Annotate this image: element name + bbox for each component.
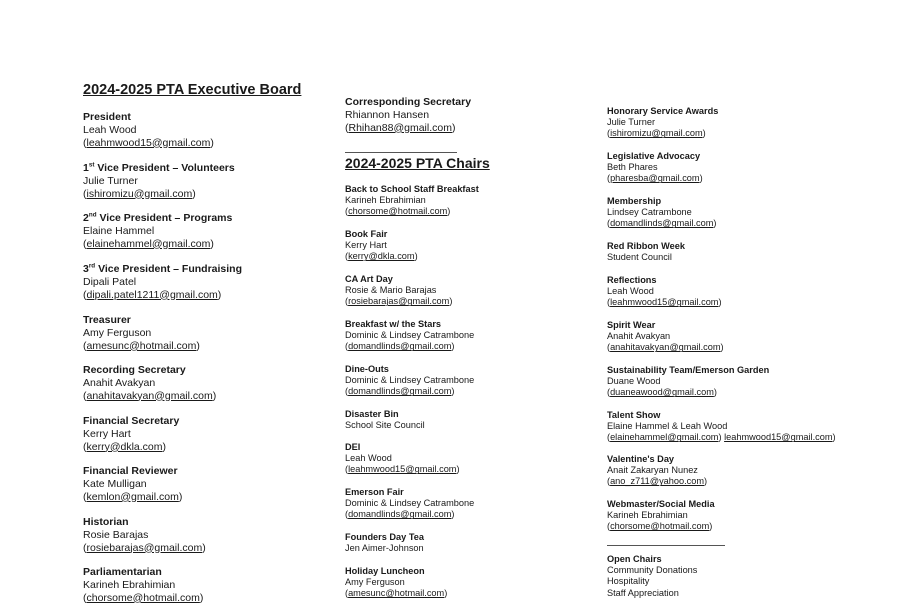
email-link[interactable]: ishiromizu@gmail.com xyxy=(610,128,703,139)
chair-entry: CA Art Day Rosie & Mario Barajas (rosiebarajas@gmail.com) xyxy=(345,274,453,307)
entry-role: Treasurer xyxy=(83,314,131,326)
executive-board-title: 2024-2025 PTA Executive Board xyxy=(83,82,302,98)
email-link[interactable]: leahmwood15@gmail.com xyxy=(724,432,833,443)
email-link[interactable]: rosiebarajas@gmail.com xyxy=(86,541,203,554)
chair-entry: Book Fair Kerry Hart (kerry@dkla.com) xyxy=(345,229,418,262)
entry-name: Rosie & Mario Barajas xyxy=(345,285,437,296)
entry-name: Kerry Hart xyxy=(345,240,387,251)
entry-name: Leah Wood xyxy=(345,453,392,464)
email-link[interactable]: chorsome@hotmail.com xyxy=(86,591,200,604)
chair-entry: Emerson Fair Dominic & Lindsey Catrambone (domandlinds@gmail.com) xyxy=(345,487,475,520)
entry-role: 3rd Vice President – Fundraising xyxy=(83,262,243,275)
chair-entry xyxy=(607,241,685,263)
email-link[interactable]: amesunc@hotmail.com xyxy=(348,588,445,599)
officer-entry: 3rd Vice President – Fundraising Dipali Patel (dipali.patel1211@gmail.com) xyxy=(83,262,243,301)
entry-role: Back to School Staff Breakfast xyxy=(345,184,479,194)
entry-role: Corresponding Secretary xyxy=(345,96,472,108)
entry-name: Jen Aimer-Johnson xyxy=(345,543,424,554)
entry-name: Julie Turner xyxy=(83,174,138,187)
entry-name: Karineh Ebrahimian xyxy=(83,578,176,591)
entry-role: Disaster Bin xyxy=(345,409,399,419)
email-link[interactable]: elainehammel@gmail.com xyxy=(86,237,211,250)
divider xyxy=(607,545,725,546)
email-link[interactable]: domandlinds@gmail.com xyxy=(348,509,452,520)
officer-entry: 2nd Vice President – Programs Elaine Hammel (elainehammel@gmail.com) xyxy=(83,211,233,250)
email-link[interactable]: duaneawood@gmail.com xyxy=(610,387,714,398)
chair-entry: Spirit Wear Anahit Avakyan (anahitavakyan@gmail.com) xyxy=(607,320,724,353)
entry-role: DEI xyxy=(345,442,361,452)
entry-role: Financial Secretary xyxy=(83,415,180,427)
email-link[interactable]: ishiromizu@gmail.com xyxy=(86,187,193,200)
entry-name: Dominic & Lindsey Catrambone xyxy=(345,330,475,341)
entry-role: Emerson Fair xyxy=(345,487,404,497)
email-link[interactable]: kerry@dkla.com xyxy=(86,440,163,453)
officer-entry: Recording Secretary Anahit Avakyan (anahitavakyan@gmail.com) xyxy=(83,364,217,402)
email-link[interactable]: kerry@dkla.com xyxy=(348,251,415,262)
entry-role: Recording Secretary xyxy=(83,364,186,376)
entry-name: Leah Wood xyxy=(607,286,654,297)
officer-entry: Financial Secretary Kerry Hart (kerry@dkla.com) xyxy=(83,415,180,453)
entry-name: Elaine Hammel & Leah Wood xyxy=(607,421,728,432)
entry-name: Duane Wood xyxy=(607,376,661,387)
entry-role: Honorary Service Awards xyxy=(607,106,719,116)
entry-role: Holiday Luncheon xyxy=(345,566,425,576)
entry-role: Red Ribbon Week xyxy=(607,241,685,251)
email-link[interactable]: dipali.patel1211@gmail.com xyxy=(86,288,218,301)
entry-name: Leah Wood xyxy=(83,123,137,136)
entry-name: Dominic & Lindsey Catrambone xyxy=(345,498,475,509)
officer-entry: Historian Rosie Barajas (rosiebarajas@gmail.com) xyxy=(83,516,206,554)
entry-role: Legislative Advocacy xyxy=(607,151,701,161)
email-link[interactable]: amesunc@hotmail.com xyxy=(86,339,197,352)
chair-entry: Honorary Service Awards Julie Turner (ishiromizu@gmail.com) xyxy=(607,106,719,139)
chair-entry: Sustainability Team/Emerson Garden Duane Wood (duaneawood@gmail.com) xyxy=(607,365,770,398)
email-link[interactable]: Rhihan88@gmail.com xyxy=(348,121,452,134)
entry-name: School Site Council xyxy=(345,420,425,431)
entry-role: Reflections xyxy=(607,275,657,285)
corresponding-secretary-entry: Corresponding Secretary Rhiannon Hansen (Rhihan88@gmail.com) xyxy=(345,96,472,134)
chair-entry: Valentine's Day Anait Zakaryan Nunez (ano_z711@yahoo.com) xyxy=(607,454,708,487)
chair-entry xyxy=(345,409,425,431)
entry-name: Karineh Ebrahimian xyxy=(345,195,426,206)
entry-name: Rosie Barajas xyxy=(83,528,149,541)
email-link[interactable]: pharesba@gmail.com xyxy=(610,173,700,184)
officer-entry: President Leah Wood (leahmwood15@gmail.com) xyxy=(83,111,214,149)
entry-role: Historian xyxy=(83,516,129,528)
email-link[interactable]: leahmwood15@gmail.com xyxy=(348,464,457,475)
email-link[interactable]: domandlinds@gmail.com xyxy=(610,218,714,229)
entry-role: Spirit Wear xyxy=(607,320,656,330)
entry-name: Kerry Hart xyxy=(83,427,131,440)
chair-entry: Talent Show Elaine Hammel & Leah Wood (elainehammel@gmail.com) leahmwood15@gmail.com) xyxy=(607,410,836,443)
chair-entry: Holiday Luncheon Amy Ferguson (amesunc@hotmail.com) xyxy=(345,566,448,599)
officer-entry: 1st Vice President – Volunteers Julie Turner (ishiromizu@gmail.com) xyxy=(83,161,235,200)
entry-role: Webmaster/Social Media xyxy=(607,499,715,509)
entry-role: 2nd Vice President – Programs xyxy=(83,211,233,224)
open-chair-item: Hospitality xyxy=(607,576,650,587)
entry-role: Financial Reviewer xyxy=(83,465,178,477)
entry-name: Dominic & Lindsey Catrambone xyxy=(345,375,475,386)
email-link[interactable]: chorsome@hotmail.com xyxy=(610,521,710,532)
open-chair-item: Staff Appreciation xyxy=(607,587,679,598)
email-link[interactable]: anahitavakyan@gmail.com xyxy=(86,389,213,402)
entry-name: Amy Ferguson xyxy=(345,577,405,588)
entry-name: Anahit Avakyan xyxy=(83,376,156,389)
open-chair-item: Community Donations xyxy=(607,565,698,576)
chair-entry xyxy=(345,532,424,554)
chair-entry: DEI Leah Wood (leahmwood15@gmail.com) xyxy=(345,442,460,475)
entry-role: Sustainability Team/Emerson Garden xyxy=(607,365,770,375)
chair-entry: Reflections Leah Wood (leahmwood15@gmail.com) xyxy=(607,275,722,308)
entry-role: President xyxy=(83,111,131,123)
email-link[interactable]: kemlon@gmail.com xyxy=(86,490,179,503)
entry-name: Anahit Avakyan xyxy=(607,331,671,342)
email-link[interactable]: domandlinds@gmail.com xyxy=(348,341,452,352)
entry-role: Membership xyxy=(607,196,662,206)
email-link[interactable]: rosiebarajas@gmail.com xyxy=(348,296,450,307)
email-link[interactable]: domandlinds@gmail.com xyxy=(348,386,452,397)
entry-role: Breakfast w/ the Stars xyxy=(345,319,441,329)
entry-name: Dipali Patel xyxy=(83,275,137,288)
chair-entry: Legislative Advocacy Beth Phares (pharesba@gmail.com) xyxy=(607,151,703,184)
entry-role: 1st Vice President – Volunteers xyxy=(83,161,235,174)
entry-role: Valentine's Day xyxy=(607,454,675,464)
chair-entry: Breakfast w/ the Stars Dominic & Lindsey Catrambone (domandlinds@gmail.com) xyxy=(345,319,475,352)
chair-entry: Membership Lindsey Catrambone (domandlinds@gmail.com) xyxy=(607,196,717,229)
email-link[interactable]: leahmwood15@gmail.com xyxy=(610,297,719,308)
entry-role: Talent Show xyxy=(607,410,661,420)
entry-name: Lindsey Catrambone xyxy=(607,207,692,218)
chairs-title: 2024-2025 PTA Chairs xyxy=(345,155,490,171)
chair-entry: Dine-Outs Dominic & Lindsey Catrambone (domandlinds@gmail.com) xyxy=(345,364,475,397)
officer-entry: Treasurer Amy Ferguson (amesunc@hotmail.com) xyxy=(83,314,200,352)
entry-role: Founders Day Tea xyxy=(345,532,424,542)
email-link[interactable]: anahitavakyan@gmail.com xyxy=(610,342,721,353)
entry-name: Elaine Hammel xyxy=(83,224,155,237)
entry-role: Book Fair xyxy=(345,229,388,239)
entry-name: Kate Mulligan xyxy=(83,477,147,490)
entry-role: Open Chairs xyxy=(607,554,662,564)
entry-name: Anait Zakaryan Nunez xyxy=(607,465,698,476)
officer-entry: Financial Reviewer Kate Mulligan (kemlon@gmail.com) xyxy=(83,465,183,503)
email-link[interactable]: ano_z711@yahoo.com xyxy=(610,476,705,487)
chair-entry: Back to School Staff Breakfast Karineh Ebrahimian (chorsome@hotmail.com) xyxy=(345,184,479,217)
entry-name: Beth Phares xyxy=(607,162,658,173)
email-link[interactable]: chorsome@hotmail.com xyxy=(348,206,448,217)
entry-name: Rhiannon Hansen xyxy=(345,108,430,121)
officer-entry: Parliamentarian Karineh Ebrahimian (chorsome@hotmail.com) xyxy=(83,566,204,604)
chair-entry: Webmaster/Social Media Karineh Ebrahimian (chorsome@hotmail.com) xyxy=(607,499,715,532)
entry-role: Parliamentarian xyxy=(83,566,162,578)
entry-name: Karineh Ebrahimian xyxy=(607,510,688,521)
email-link[interactable]: elainehammel@gmail.com xyxy=(610,432,719,443)
open-chairs-entry xyxy=(607,554,697,599)
entry-name: Amy Ferguson xyxy=(83,326,152,339)
entry-name: Julie Turner xyxy=(607,117,656,128)
entry-role: CA Art Day xyxy=(345,274,393,284)
entry-role: Dine-Outs xyxy=(345,364,389,374)
entry-name: Student Council xyxy=(607,252,672,263)
email-link[interactable]: leahmwood15@gmail.com xyxy=(86,136,211,149)
divider xyxy=(345,152,457,153)
